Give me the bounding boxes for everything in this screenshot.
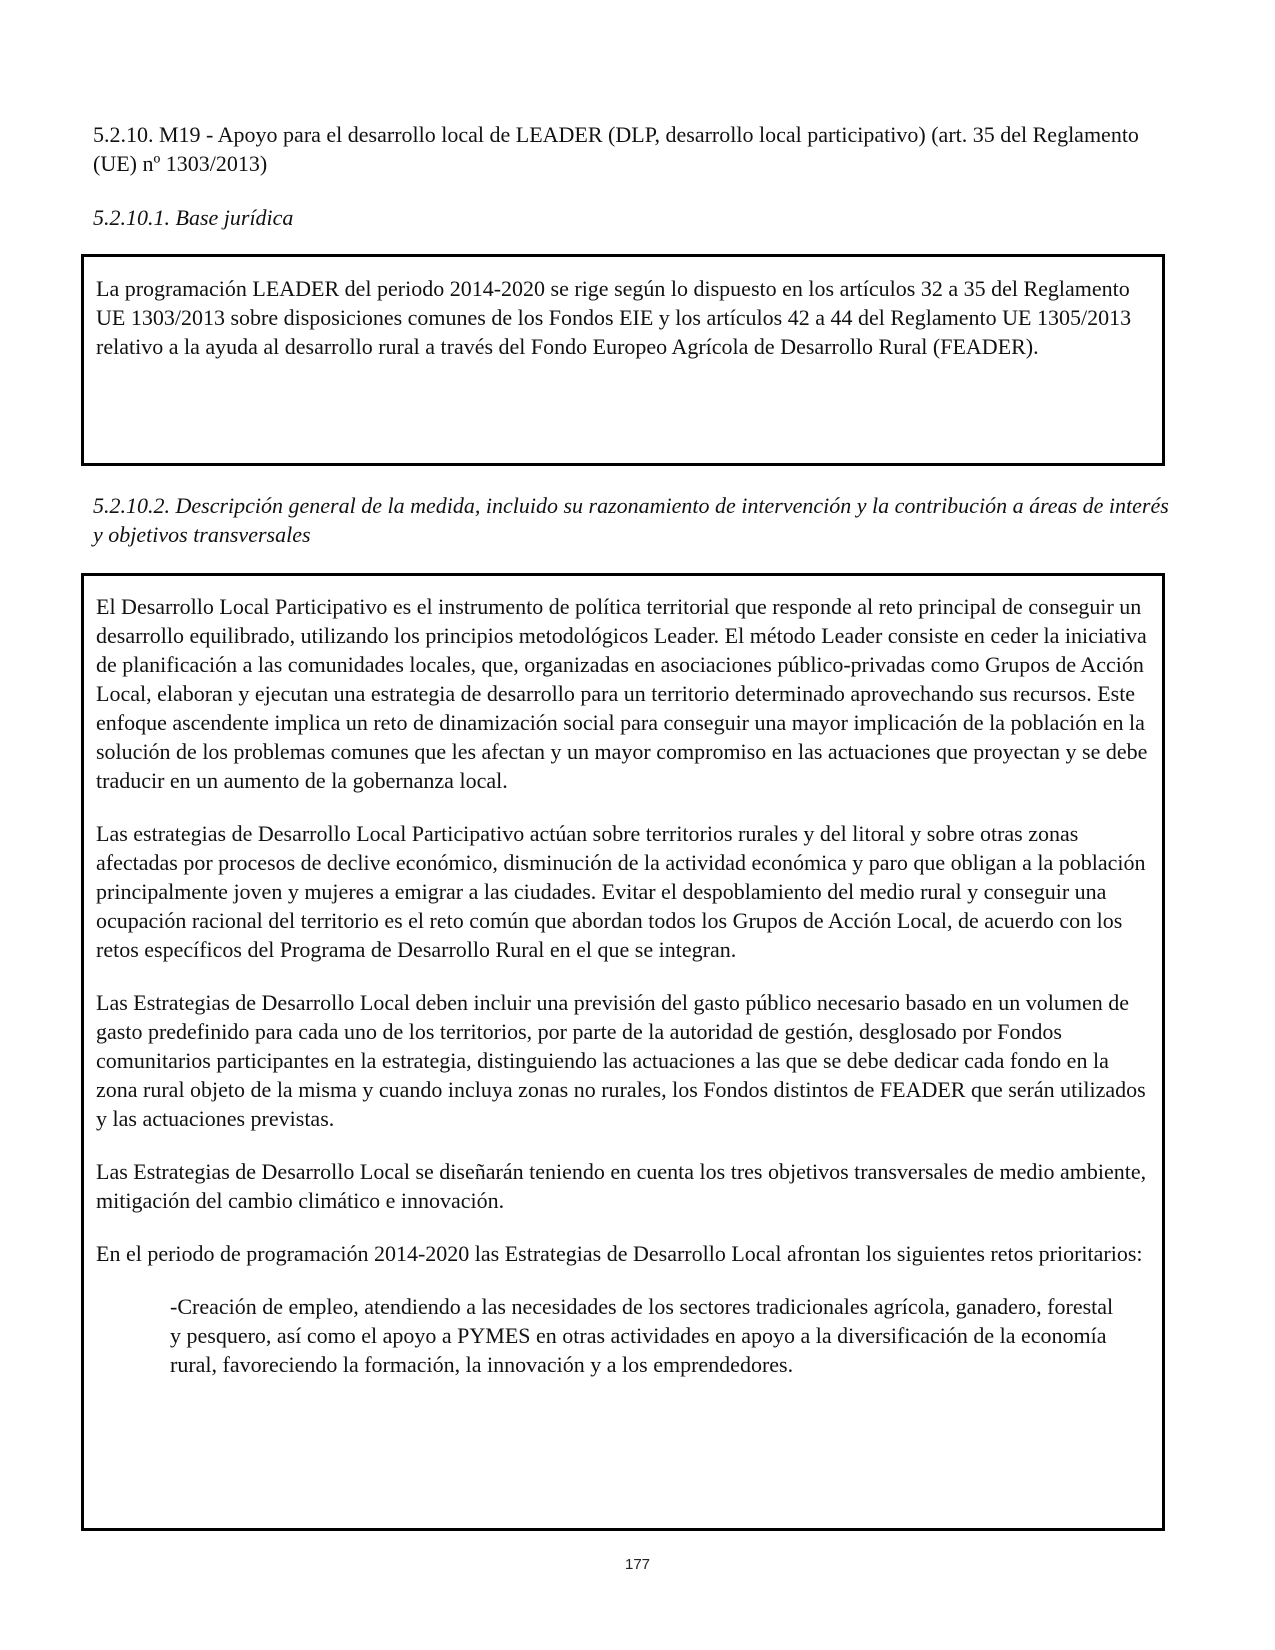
legal-basis-paragraph: La programación LEADER del periodo 2014-2020 se rige según lo dispuesto en los artículos 32 a 35 del Reglamento UE 1303/2013 sobre disposiciones comunes de los Fondos EIE y los artículos 42 a 44 del Reglamento UE 1305/2013 relativo a la ayuda al desarrollo rural a través del Fondo Europeo Agrícola de Desarrollo Rural (FEADER). (96, 276, 1132, 359)
description-paragraph: Las Estrategias de Desarrollo Local deben incluir una previsión del gasto público necesario basado en un volumen de gasto predefinido para cada uno de los territorios, por parte de la autoridad de gestión, desglosado por Fondos comunitarios participantes en la estrategia, distinguiendo las actuaciones a las que se debe dedicar cada fondo en la zona rural objeto de la misma y cuando incluya zonas no rurales, los Fondos distintos de FEADER que serán utilizados y las actuaciones previstas. (96, 990, 1146, 1131)
section-title: 5.2.10. M19 - Apoyo para el desarrollo local de LEADER (DLP, desarrollo local participativo) (art. 35 del Reglamento (UE) nº 1303/2013) (93, 122, 1139, 176)
priority-list-item: -Creación de empleo, atendiendo a las necesidades de los sectores tradicionales agrícola, ganadero, forestal y pesquero, así como el apoyo a PYMES en otras actividades en apoyo a la diversificación de la economía rural, favoreciendo la formación, la innovación y a los emprendedores. (170, 1294, 1114, 1377)
legal-basis-box (81, 254, 1165, 466)
description-paragraph: Las estrategias de Desarrollo Local Participativo actúan sobre territorios rurales y del litoral y sobre otras zonas afectadas por procesos de declive económico, disminución de la actividad económica y paro que obligan a la población principalmente joven y mujeres a emigrar a las ciudades. Evitar el despoblamiento del medio rural y conseguir una ocupación racional del territorio es el reto común que abordan todos los Grupos de Acción Local, de acuerdo con los retos específicos del Programa de Desarrollo Rural en el que se integran. (96, 821, 1146, 962)
description-box (81, 573, 1165, 1531)
subsection-title-description: 5.2.10.2. Descripción general de la medida, incluido su razonamiento de intervención y la contribución a áreas de interés y objetivos transversales (93, 493, 1169, 547)
description-paragraph: El Desarrollo Local Participativo es el instrumento de política territorial que responde al reto principal de conseguir un desarrollo equilibrado, utilizando los principios metodológicos Leader. El método Leader consiste en ceder la iniciativa de planificación a las comunidades locales, que, organizadas en asociaciones público-privadas como Grupos de Acción Local, elaboran y ejecutan una estrategia de desarrollo para un territorio determinado aprovechando sus recursos. Este enfoque ascendente implica un reto de dinamización social para conseguir una mayor implicación de la población en la solución de los problemas comunes que les afectan y un mayor compromiso en las actuaciones que proyectan y se debe traducir en un aumento de la gobernanza local. (96, 594, 1148, 793)
description-paragraph: Las Estrategias de Desarrollo Local se diseñarán teniendo en cuenta los tres objetivos transversales de medio ambiente, mitigación del cambio climático e innovación. (96, 1159, 1147, 1213)
page-number: 177 (624, 1556, 651, 1573)
subsection-title-legal-basis: 5.2.10.1. Base jurídica (93, 205, 294, 230)
description-paragraph: En el periodo de programación 2014-2020 las Estrategias de Desarrollo Local afrontan los siguientes retos prioritarios: (96, 1241, 1143, 1266)
